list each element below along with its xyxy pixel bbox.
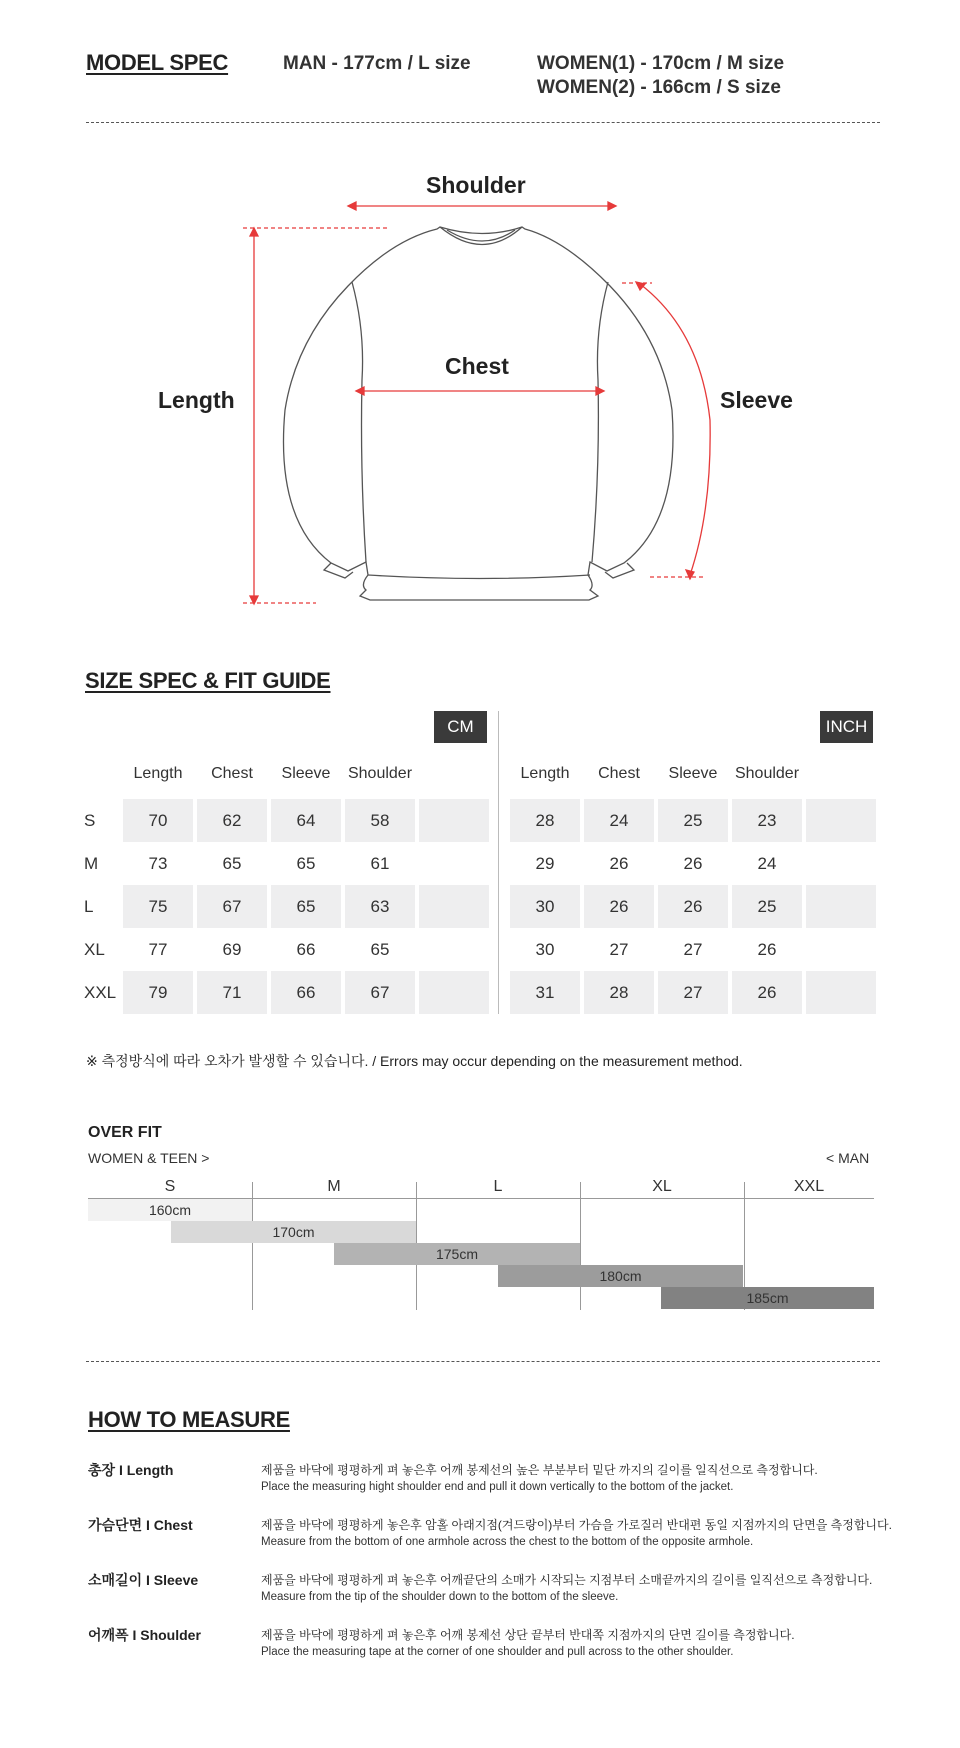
column-header-cm: Chest (211, 765, 253, 782)
table-cell-inch: 27 (683, 940, 703, 959)
table-cell-cm: 62 (197, 799, 267, 842)
table-cell-cm: 65 (271, 885, 341, 928)
row-size-label: S (84, 811, 96, 830)
table-cell-empty (419, 885, 489, 928)
table-cell-inch: 26 (683, 854, 703, 873)
table-cell-cm: 65 (296, 854, 316, 873)
table-cell-inch: 31 (510, 971, 580, 1014)
diagram-label-shoulder: Shoulder (426, 172, 526, 198)
measure-desc-ko: 제품을 바닥에 평평하게 놓은후 암홀 아래지점(겨드랑이)부터 가슴을 가로질러 반대편 동일 지점까지의 단면을 측정합니다. (261, 1518, 892, 1532)
model-spec-man: MAN - 177cm / L size (283, 53, 471, 74)
measure-desc-en: Place the measuring hight shoulder end and pull it down vertically to the bottom of the jacket. (261, 1481, 734, 1493)
fit-size-label: S (164, 1178, 176, 1195)
table-cell-inch: 30 (535, 940, 555, 959)
measure-label: 총장 I Length (88, 1462, 174, 1478)
table-cell-cm: 61 (370, 854, 390, 873)
table-cell-inch: 28 (584, 971, 654, 1014)
table-cell-inch: 26 (609, 854, 629, 873)
table-cell-empty (419, 799, 489, 842)
row-size-label: XL (84, 940, 105, 959)
divider (86, 122, 880, 123)
table-cell-cm: 75 (123, 885, 193, 928)
model-spec-women1: WOMEN(1) - 170cm / M size (537, 53, 785, 74)
table-cell-empty (806, 885, 876, 928)
table-cell-inch: 25 (658, 799, 728, 842)
table-cell-empty (419, 971, 489, 1014)
measure-desc-ko: 제품을 바닥에 평평하게 펴 놓은후 어깨 봉제선의 높은 부분부터 밑단 까지의 길이를 일직선으로 측정합니다. (261, 1463, 818, 1477)
table-cell-inch: 23 (732, 799, 802, 842)
table-cell-cm: 66 (296, 940, 316, 959)
table-cell-inch: 28 (510, 799, 580, 842)
table-cell-inch: 26 (584, 885, 654, 928)
fit-size-label: L (493, 1178, 503, 1195)
row-size-label: M (84, 854, 99, 873)
model-spec-women2: WOMEN(2) - 166cm / S size (537, 77, 781, 98)
measurement-note: ※ 측정방식에 따라 오차가 발생할 수 있습니다. / Errors may occur depending on the measurement method. (86, 1053, 743, 1069)
table-cell-empty (419, 928, 489, 971)
table-cell-cm: 58 (345, 799, 415, 842)
measure-desc-ko: 제품을 바닥에 평평하게 펴 놓은후 어깨끝단의 소매가 시작되는 지점부터 소매끝까지의 길이를 일직선으로 측정합니다. (261, 1573, 873, 1587)
table-cell-inch: 27 (658, 971, 728, 1014)
measure-label: 어깨폭 I Shoulder (88, 1627, 201, 1643)
unit-cm-badge: CM (434, 711, 487, 743)
measure-desc-en: Place the measuring tape at the corner of one shoulder and pull across to the other shoulder. (261, 1646, 734, 1658)
table-cell-cm: 77 (148, 940, 168, 959)
diagram-label-chest: Chest (445, 353, 509, 379)
table-cell-cm: 79 (123, 971, 193, 1014)
fit-size-label: XL (652, 1178, 672, 1195)
table-cell-inch: 26 (658, 885, 728, 928)
column-header-inch: Shoulder (734, 765, 800, 782)
table-cell-cm: 67 (345, 971, 415, 1014)
row-size-label: XXL (84, 983, 117, 1002)
measure-desc-en: Measure from the tip of the shoulder down to the bottom of the sleeve. (261, 1591, 619, 1603)
row-size-label: L (84, 897, 94, 916)
fit-left-label: WOMEN & TEEN > (88, 1150, 210, 1166)
table-cell-cm: 71 (197, 971, 267, 1014)
fit-right-label: < MAN (826, 1150, 870, 1166)
diagram-label-length: Length (158, 387, 235, 413)
column-header-cm: Shoulder (347, 765, 413, 782)
sweatshirt-outline (283, 227, 673, 600)
table-cell-cm: 67 (197, 885, 267, 928)
fit-bar: 175cm (334, 1243, 580, 1265)
fit-bar: 180cm (498, 1265, 743, 1287)
measure-desc-en: Measure from the bottom of one armhole across the chest to the bottom of the opposite armhole. (261, 1536, 754, 1548)
fit-size-label: M (327, 1178, 341, 1195)
table-cell-empty (806, 842, 876, 885)
table-cell-inch: 26 (732, 971, 802, 1014)
how-to-measure-title: HOW TO MEASURE (88, 1407, 290, 1432)
measure-lines (243, 202, 710, 604)
unit-inch-badge: INCH (820, 711, 873, 743)
fit-size-label: XXL (793, 1178, 825, 1195)
table-cell-cm: 66 (271, 971, 341, 1014)
table-cell-cm: 73 (148, 854, 168, 873)
table-cell-cm: 64 (271, 799, 341, 842)
divider (86, 1361, 880, 1362)
table-cell-empty (806, 971, 876, 1014)
column-header-inch: Chest (598, 765, 640, 782)
column-header-cm: Length (133, 765, 183, 782)
table-cell-inch: 24 (757, 854, 777, 873)
fit-bar: 170cm (171, 1221, 416, 1243)
measure-desc-ko: 제품을 바닥에 평평하게 펴 놓은후 어깨 봉제선 상단 끝부터 반대쪽 지점까지의 단면 길이를 측정합니다. (261, 1628, 795, 1642)
table-cell-empty (806, 799, 876, 842)
table-divider (498, 711, 499, 1014)
fit-bar: 185cm (661, 1287, 874, 1309)
table-cell-inch: 27 (609, 940, 629, 959)
table-cell-cm: 70 (123, 799, 193, 842)
column-header-cm: Sleeve (281, 765, 331, 782)
table-cell-inch: 26 (757, 940, 777, 959)
table-cell-empty (806, 928, 876, 971)
table-cell-cm: 63 (345, 885, 415, 928)
table-cell-inch: 25 (732, 885, 802, 928)
measure-label: 소매길이 I Sleeve (88, 1572, 199, 1588)
table-cell-cm: 65 (370, 940, 390, 959)
table-cell-inch: 29 (535, 854, 555, 873)
table-cell-inch: 24 (584, 799, 654, 842)
table-cell-inch: 30 (510, 885, 580, 928)
model-spec-title: MODEL SPEC (86, 50, 229, 75)
fit-title: OVER FIT (88, 1124, 162, 1141)
table-cell-cm: 69 (222, 940, 242, 959)
table-cell-cm: 65 (222, 854, 242, 873)
column-header-inch: Sleeve (668, 765, 718, 782)
fit-bar: 160cm (88, 1199, 252, 1221)
sweatshirt-diagram (0, 150, 960, 620)
size-spec-title: SIZE SPEC & FIT GUIDE (85, 668, 331, 693)
table-cell-empty (419, 842, 489, 885)
column-header-inch: Length (520, 765, 570, 782)
fit-gridline (252, 1182, 253, 1310)
diagram-label-sleeve: Sleeve (720, 387, 793, 413)
measure-label: 가슴단면 I Chest (88, 1517, 193, 1533)
fit-gridline (580, 1182, 581, 1310)
